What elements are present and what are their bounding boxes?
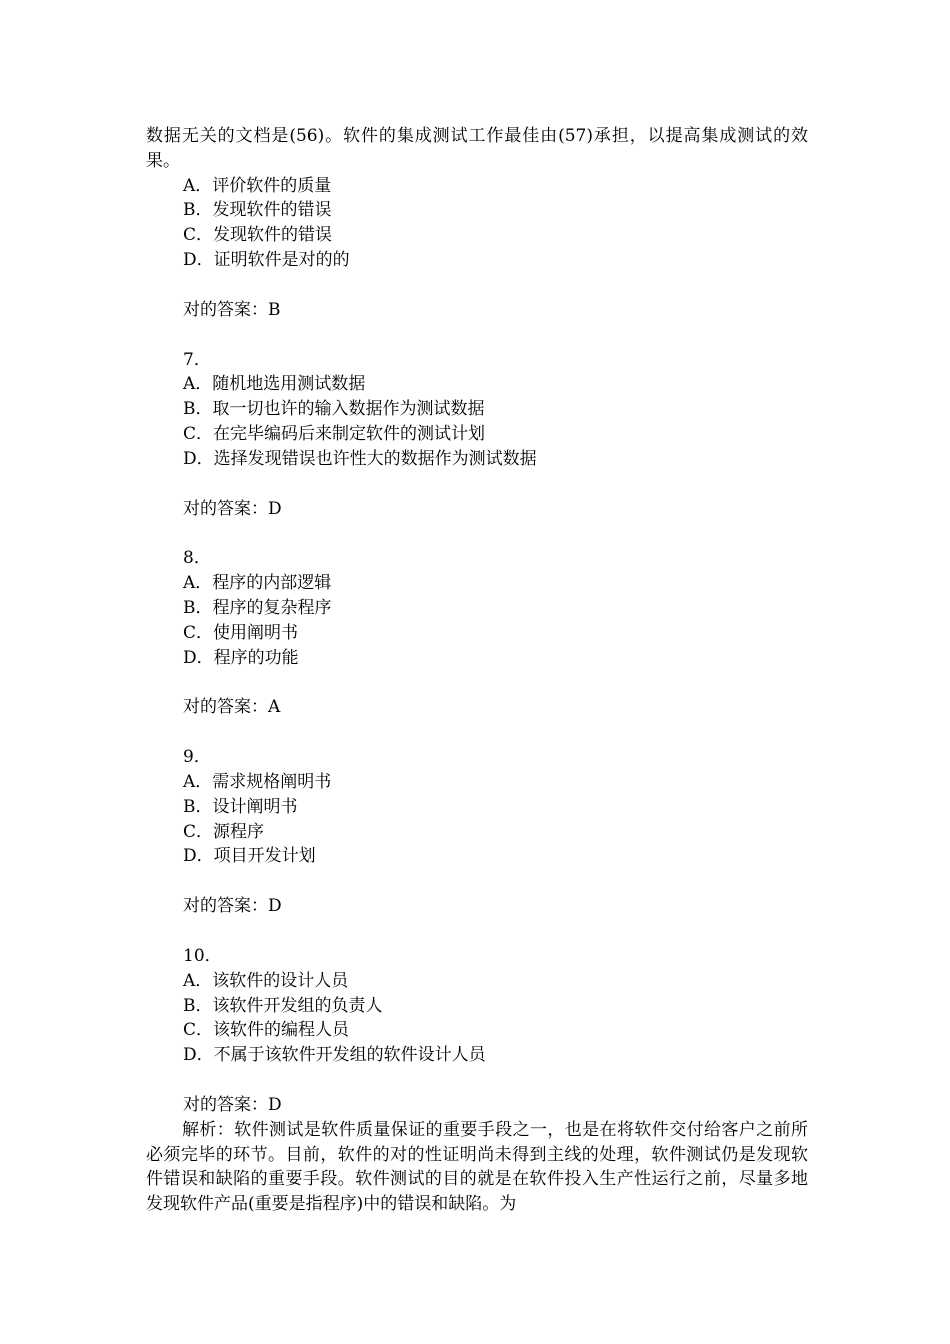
q9-option-a: A．需求规格阐明书 (183, 771, 332, 792)
question-6-block (146, 174, 808, 323)
q7-option-c: C．在完毕编码后来制定软件的测试计划 (183, 423, 486, 444)
q10-option-d: D．不属于该软件开发组的软件设计人员 (183, 1045, 486, 1066)
q7-option-b: B．取一切也许的输入数据作为测试数据 (183, 399, 485, 420)
q10-option-a: A．该软件的设计人员 (183, 970, 349, 991)
q9-option-b: B．设计阐明书 (183, 796, 298, 817)
q6-option-b: B．发现软件的错误 (183, 200, 332, 221)
q8-answer: 对的答案：A (183, 697, 281, 718)
q7-option-a: A．随机地选用测试数据 (183, 374, 366, 395)
question-7-block (146, 348, 808, 522)
q6-option-c: C．发现软件的错误 (183, 225, 333, 246)
q8-option-d: D．程序的功能 (183, 647, 299, 668)
intro-paragraph: 数据无关的文档是(56)。软件的集成测试工作最佳由(57)承担，以提高集成测试的效果。 (146, 126, 808, 171)
q6-option-d: D．证明软件是对的的 (183, 249, 350, 270)
q10-answer: 对的答案：D (183, 1094, 282, 1115)
question-9-block (146, 745, 808, 919)
q10-option-b: B．该软件开发组的负责人 (183, 995, 383, 1016)
q7-answer: 对的答案：D (183, 498, 282, 519)
question-10-block (146, 944, 808, 1118)
q8-option-c: C．使用阐明书 (183, 622, 299, 643)
question-8-block (146, 546, 808, 720)
q6-option-a: A．评价软件的质量 (183, 175, 332, 196)
q7-option-d: D．选择发现错误也许性大的数据作为测试数据 (183, 448, 537, 469)
q10-option-c: C．该软件的编程人员 (183, 1020, 350, 1041)
q7-number: 7． (183, 349, 211, 370)
q8-number: 8． (183, 548, 211, 569)
q9-option-d: D．项目开发计划 (183, 846, 316, 867)
q10-number: 10． (183, 945, 222, 966)
q9-number: 9． (183, 747, 211, 768)
q8-option-b: B．程序的复杂程序 (183, 597, 332, 618)
document-body (146, 124, 808, 1217)
q6-answer: 对的答案：B (183, 299, 281, 320)
q9-option-c: C．源程序 (183, 821, 265, 842)
q8-option-a: A．程序的内部逻辑 (183, 573, 332, 594)
analysis-paragraph: 解析：软件测试是软件质量保证的重要手段之一，也是在将软件交付给客户之前所必须完毕的环节。目前，软件的对的性证明尚未得到主线的处理，软件测试仍是发现软件错误和缺陷的重要手段。软件测试的目的就是在软件投入生产性运行之前，尽量多地发现软件产品(重要是指程序)中的错误和缺陷。为 (146, 1119, 808, 1215)
q9-answer: 对的答案：D (183, 896, 282, 917)
